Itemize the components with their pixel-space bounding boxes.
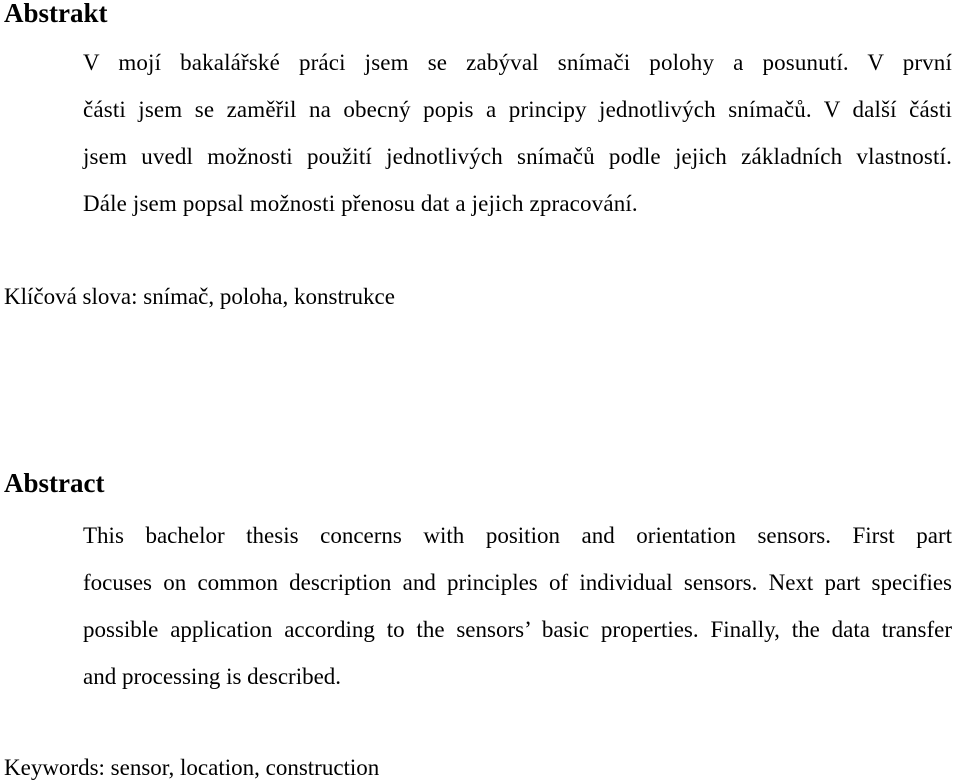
english-abstract-paragraph	[4, 512, 952, 700]
english-abstract-line: possible application according to the sensors’ basic properties. Finally, the data transfer	[83, 617, 952, 642]
english-keywords: Keywords: sensor, location, construction	[4, 755, 380, 780]
english-abstract-line: This bachelor thesis concerns with position and orientation sensors. First part	[83, 523, 952, 548]
czech-abstract-line: Dále jsem popsal možnosti přenosu dat a jejich zpracování.	[83, 191, 638, 216]
english-abstract-line: and processing is described.	[83, 664, 342, 689]
english-abstract-line: focuses on common description and principles of individual sensors. Next part specifies	[83, 570, 952, 595]
czech-keywords: Klíčová slova: snímač, poloha, konstrukce	[4, 284, 395, 309]
english-abstract-heading: Abstract	[4, 468, 105, 498]
czech-abstract-line: jsem uvedl možnosti použití jednotlivých snímačů podle jejich základních vlastností.	[83, 144, 952, 169]
czech-abstract-line: části jsem se zaměřil na obecný popis a principy jednotlivých snímačů. V další části	[83, 97, 952, 122]
czech-abstract-paragraph	[4, 39, 952, 227]
czech-abstract-heading: Abstrakt	[4, 0, 108, 28]
czech-abstract-line: V mojí bakalářské práci jsem se zabýval snímači polohy a posunutí. V první	[83, 50, 952, 75]
